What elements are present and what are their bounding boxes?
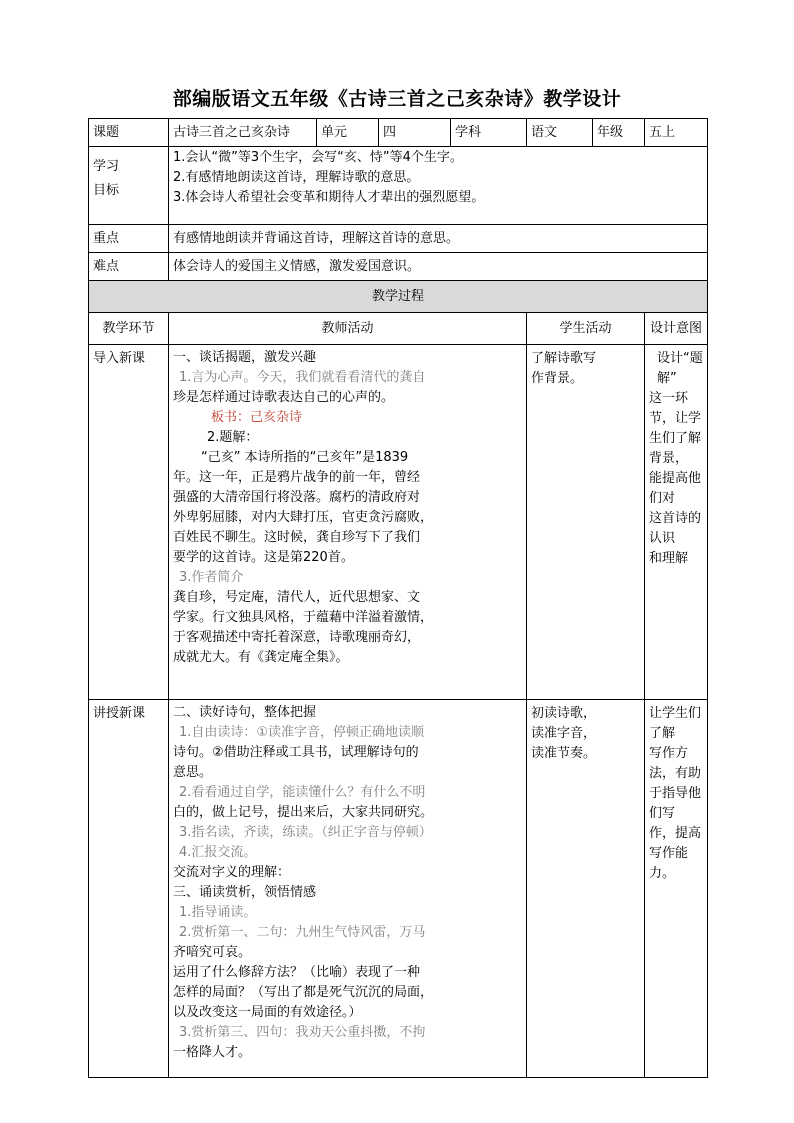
- key-points-label: 重点: [89, 225, 169, 253]
- teacher-text: 3.作者简介: [179, 570, 244, 585]
- teacher-text: 百姓民不聊生。这时候，龚自珍写下了我们: [173, 530, 421, 545]
- teacher-text: 外卑躬屈膝，对内大肆打压，官吏贪污腐败，: [173, 510, 434, 525]
- page-title: 部编版语文五年级《古诗三首之己亥杂诗》教学设计: [172, 88, 622, 110]
- difficulties-row: [89, 253, 708, 281]
- student-text: 作背景。: [531, 371, 584, 386]
- intent-text: 这一环节，让学: [649, 391, 702, 426]
- goal-item: 3.体会诗人希望社会变革和期待人才辈出的强烈愿望。: [173, 190, 485, 205]
- teacher-text: 龚自珍，号定庵，清代人，近代思想家、文: [173, 590, 421, 605]
- intent-text: 力。: [649, 866, 676, 881]
- key-points-text: 有感情地朗读并背诵这首诗，理解这首诗的意思。: [169, 225, 708, 253]
- goal-item: 1.会认“微”等3个生字，会写“亥、恃”等4个生字。: [173, 150, 463, 165]
- section-heading: 一、谈话揭题，激发兴趣: [173, 350, 317, 365]
- lecture-student-activity: [527, 700, 645, 1078]
- grade-value: 五上: [645, 119, 708, 147]
- unit-value: 四: [379, 119, 451, 147]
- info-row: [89, 119, 708, 147]
- goal-item: 2.有感情地朗读这首诗，理解诗歌的意思。: [173, 170, 420, 185]
- teacher-text: 珍是怎样通过诗歌表达自己的心声的。: [173, 390, 395, 405]
- teacher-text: 3.赏析第三、四句：我劝天公重抖擞，不拘: [179, 1025, 426, 1040]
- goals-label: 学习 目标: [89, 147, 169, 225]
- teacher-text: 怎样的局面？（写出了都是死气沉沉的局面，: [173, 985, 434, 1000]
- intent-text: 作，提高写作能: [649, 826, 702, 861]
- key-points-row: [89, 225, 708, 253]
- subject-value: 语文: [527, 119, 593, 147]
- teacher-text: 强盛的大清帝国行将没落。腐朽的清政府对: [173, 490, 421, 505]
- teacher-text: 齐喑究可哀。: [173, 945, 252, 960]
- teacher-text: 运用了什么修辞方法？（比喻）表现了一种: [173, 965, 421, 980]
- intro-student-activity: [527, 345, 645, 700]
- intro-teacher-activity: [169, 345, 527, 700]
- intent-text: 于指导他们写: [649, 786, 702, 821]
- teacher-text: 2.题解：: [207, 430, 259, 445]
- teacher-text: 3.指名读，齐读，练读。（纠正字音与停顿）: [179, 825, 432, 840]
- board-note: 板书：己亥杂诗: [211, 410, 303, 425]
- intro-stage: 导入新课: [89, 345, 169, 700]
- teacher-text: 4.汇报交流。: [179, 845, 257, 860]
- intent-text: 让学生们了解: [649, 706, 702, 741]
- column-header-intent: 设计意图: [645, 313, 708, 345]
- lecture-teacher-activity: [169, 700, 527, 1078]
- column-header-stage: 教学环节: [89, 313, 169, 345]
- unit-label: 单元: [317, 119, 379, 147]
- teacher-text: 诗句。②借助注释或工具书，试理解诗句的: [173, 745, 419, 760]
- intent-text: 能提高他们对: [649, 471, 702, 506]
- teacher-text: 1.自由读诗：①读准字音，停顿正确地读顺: [179, 725, 425, 740]
- teacher-text: 意思。: [173, 765, 213, 780]
- teacher-text: 以及改变这一局面的有效途径。）: [173, 1005, 362, 1020]
- grade-label: 年级: [593, 119, 645, 147]
- difficulties-label: 难点: [89, 253, 169, 281]
- teacher-text: 学家。行文独具风格，于蕴藉中洋溢着激情，: [173, 610, 434, 625]
- student-text: 了解诗歌写: [531, 351, 597, 366]
- intent-text: 和理解: [649, 551, 689, 566]
- intent-text: 生们了解背景，: [649, 431, 702, 466]
- teacher-text: 交流对字义的理解：: [173, 865, 291, 880]
- column-header-teacher: 教师活动: [169, 313, 527, 345]
- lesson-plan-table: [88, 118, 708, 1078]
- teacher-text: 于客观描述中寄托着深意，诗歌瑰丽奇幻，: [173, 630, 421, 645]
- process-header: 教学过程: [89, 281, 708, 313]
- student-text: 读准节奏。: [531, 746, 597, 761]
- column-header-student: 学生活动: [527, 313, 645, 345]
- lesson-label: 课题: [89, 119, 169, 147]
- teacher-text: 2.赏析第一、二句：九州生气恃风雷，万马: [179, 925, 426, 940]
- lecture-stage: 讲授新课: [89, 700, 169, 1078]
- student-text: 读准字音，: [531, 726, 597, 741]
- difficulties-text: 体会诗人的爱国主义情感，激发爱国意识。: [169, 253, 708, 281]
- subject-label: 学科: [451, 119, 527, 147]
- goals-row: [89, 147, 708, 225]
- intent-text: 写作方法，有助: [649, 746, 702, 781]
- lecture-row: [89, 700, 708, 1078]
- teacher-text: 一格降人才。: [173, 1045, 252, 1060]
- intent-text: 设计“题解”: [657, 351, 703, 386]
- teacher-text: 年。这一年，正是鸦片战争的前一年，曾经: [173, 470, 421, 485]
- goals-content: [169, 147, 708, 225]
- teacher-text: 2.看看通过自学，能读懂什么？有什么不明: [179, 785, 426, 800]
- lesson-value: 古诗三首之己亥杂诗: [169, 119, 317, 147]
- teacher-text: 白的，做上记号，提出来后，大家共同研究。: [173, 805, 434, 820]
- teacher-text: 1.指导诵读。: [179, 905, 257, 920]
- intro-design-intent: [645, 345, 708, 700]
- section-heading: 二、读好诗句，整体把握: [173, 705, 317, 720]
- teacher-text: 要学的这首诗。这是第220首。: [173, 550, 354, 565]
- lecture-design-intent: [645, 700, 708, 1078]
- intro-row: [89, 345, 708, 700]
- process-header-row: [89, 281, 708, 313]
- teacher-text: 成就尤大。有《龚定庵全集》。: [173, 650, 349, 665]
- teacher-text: 1.言为心声。今天，我们就看看清代的龚自: [179, 370, 426, 385]
- intent-text: 这首诗的认识: [649, 511, 702, 546]
- column-header-row: [89, 313, 708, 345]
- section-heading: 三、诵读赏析，领悟情感: [173, 885, 317, 900]
- student-text: 初读诗歌，: [531, 706, 597, 721]
- teacher-text: “己亥” 本诗所指的“己亥年”是1839: [201, 450, 409, 465]
